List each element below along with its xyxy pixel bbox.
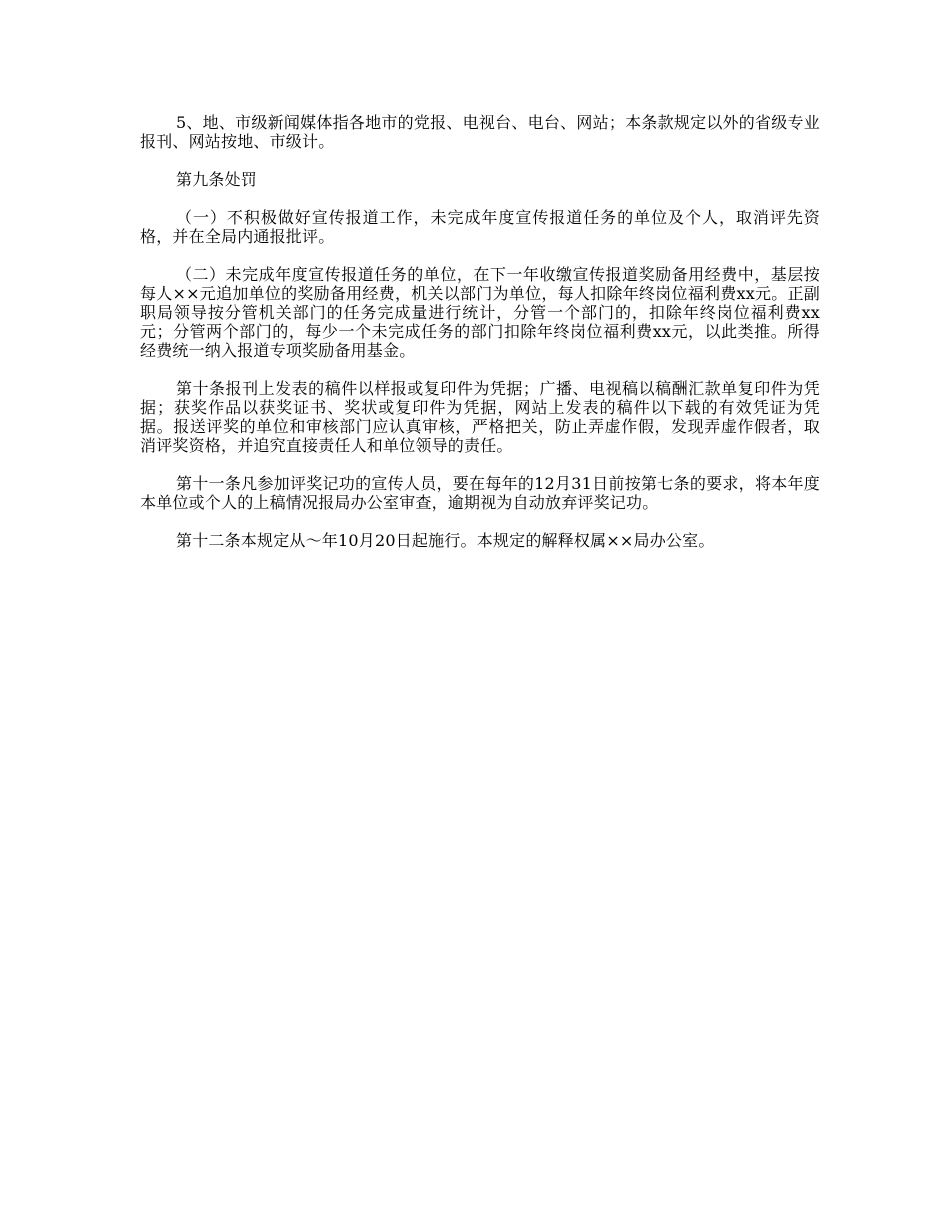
paragraph-article-10: 第十条报刊上发表的稿件以样报或复印件为凭据；广播、电视稿以稿酬汇款单复印件为凭据；获奖作品以获奖证书、奖状或复印件为凭据，网站上发表的稿件以下载的有效凭证为凭据。报送评奖的单位和审核部门应认真审核，严格把关，防止弄虚作假，发现弄虚作假者，取消评奖资格，并追究直接责任人和单位领导的责任。 bbox=[140, 379, 820, 455]
paragraph-media-definition: 5、地、市级新闻媒体指各地市的党报、电视台、电台、网站；本条款规定以外的省级专业报刊、网站按地、市级计。 bbox=[140, 113, 820, 151]
paragraph-article-9-heading: 第九条处罚 bbox=[176, 170, 258, 189]
paragraph-penalty-1: （一）不积极做好宣传报道工作，未完成年度宣传报道任务的单位及个人，取消评先资格，并在全局内通报批评。 bbox=[140, 208, 820, 246]
paragraph-article-11: 第十一条凡参加评奖记功的宣传人员，要在每年的12月31日前按第七条的要求，将本年度本单位或个人的上稿情况报局办公室审查，逾期视为自动放弃评奖记功。 bbox=[140, 474, 820, 512]
paragraph-penalty-2: （二）未完成年度宣传报道任务的单位，在下一年收缴宣传报道奖励备用经费中，基层按每人××元追加单位的奖励备用经费，机关以部门为单位，每人扣除年终岗位福利费xx元。正副职局领导按分管机关部门的任务完成量进行统计，分管一个部门的，扣除年终岗位福利费xx元；分管两个部门的，每少一个未完成任务的部门扣除年终岗位福利费xx元，以此类推。所得经费统一纳入报道专项奖励备用基金。 bbox=[140, 265, 820, 360]
paragraph-article-12: 第十二条本规定从～年10月20日起施行。本规定的解释权属××局办公室。 bbox=[176, 531, 715, 550]
document-body bbox=[140, 113, 820, 569]
